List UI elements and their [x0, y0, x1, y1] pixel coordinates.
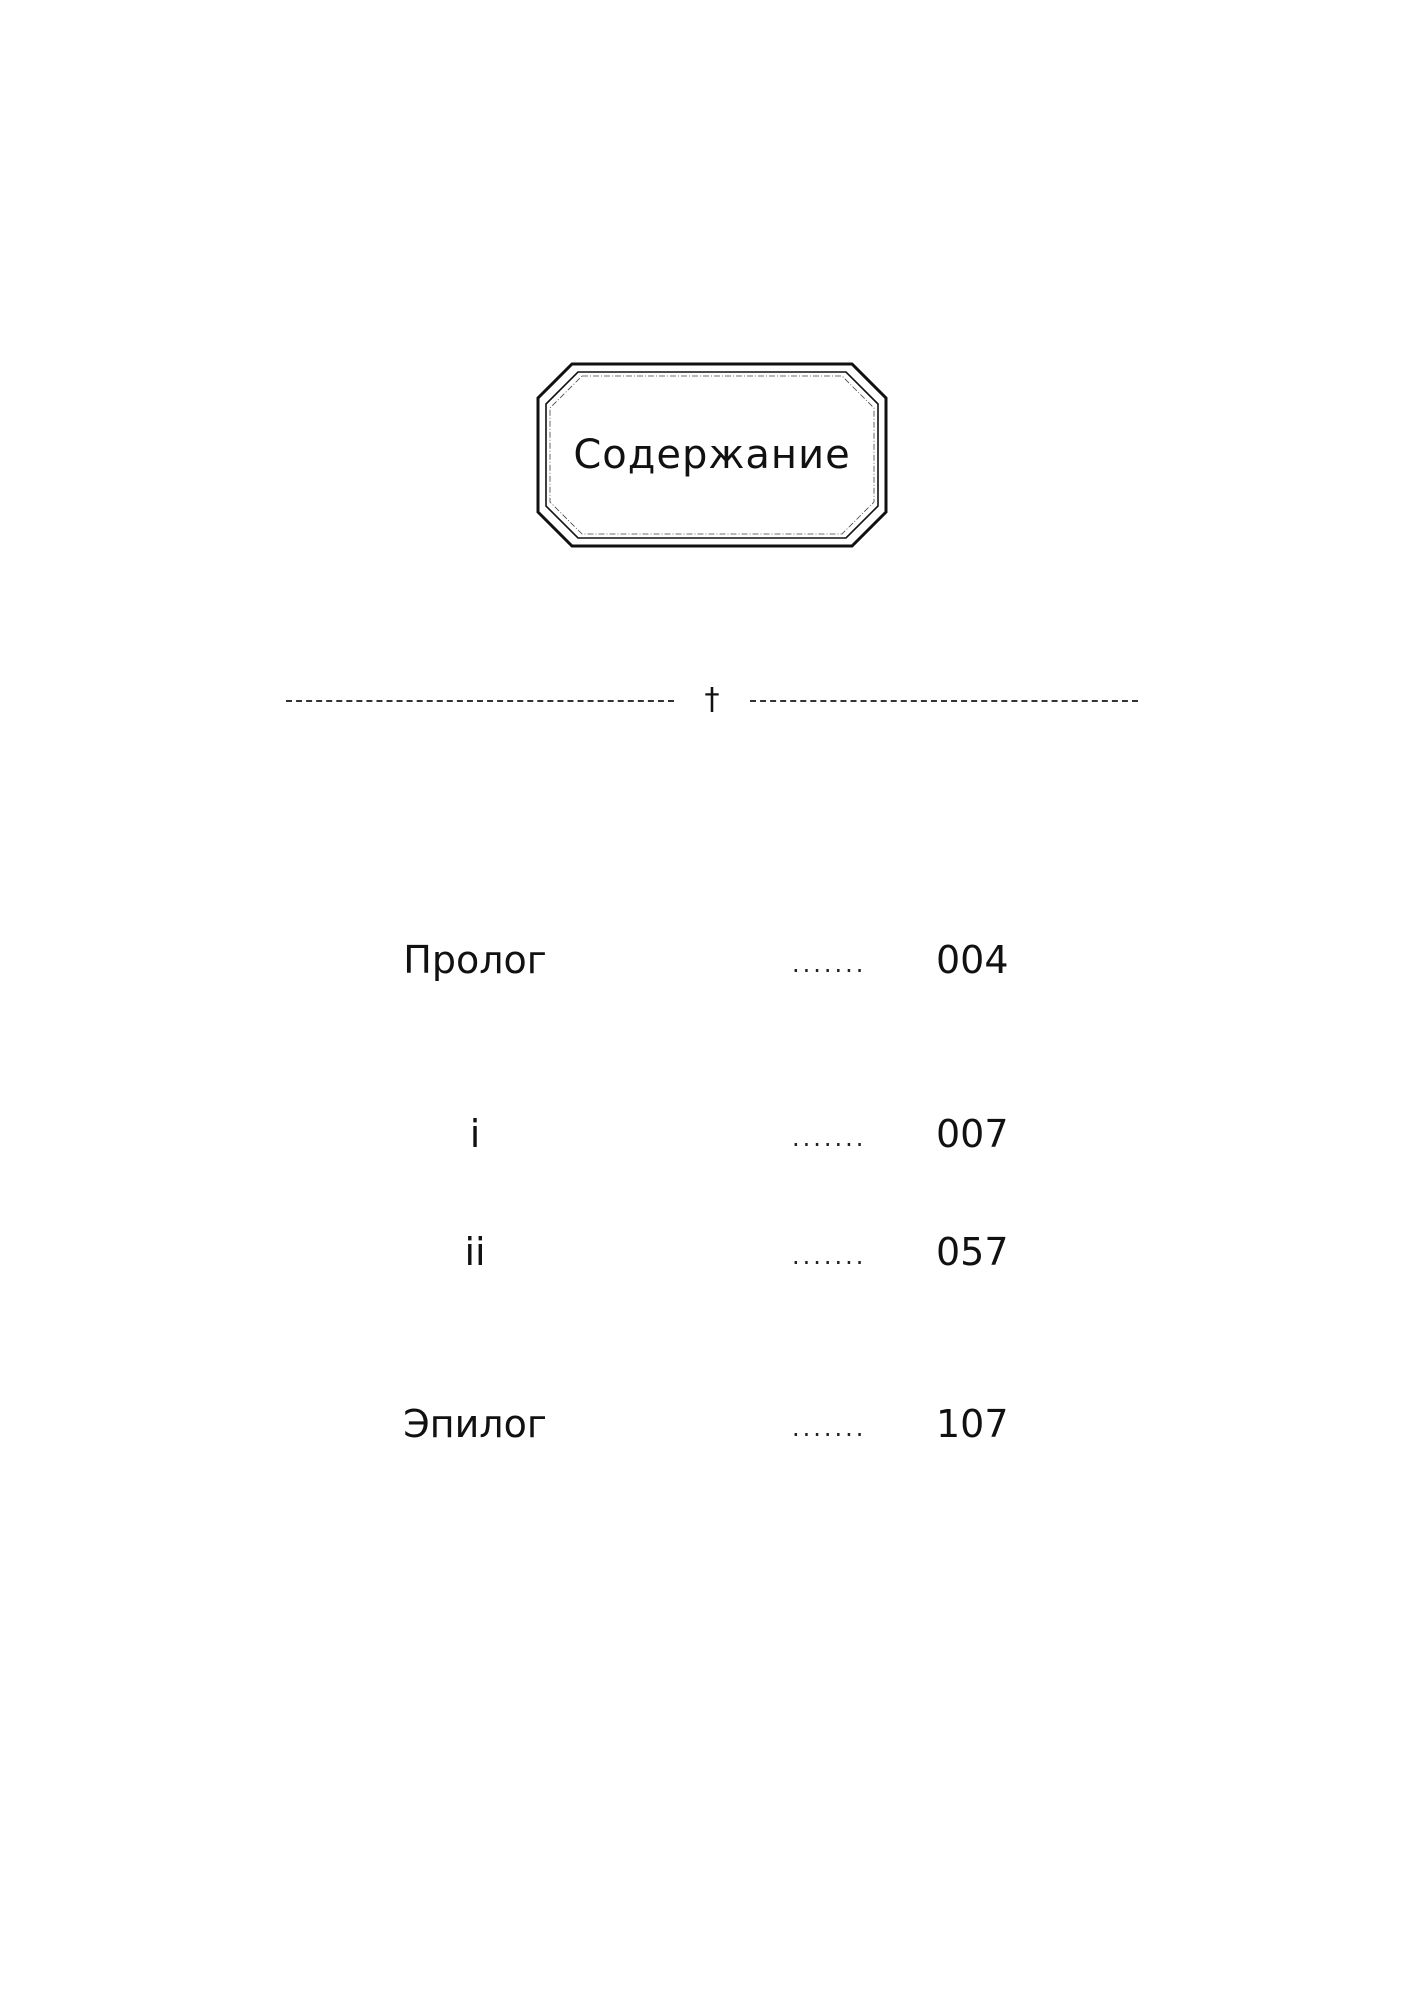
- toc-entry-epilogue[interactable]: [380, 1394, 1040, 1454]
- toc-entry-leader: .......: [792, 950, 867, 978]
- toc-entry-label: ii: [464, 1230, 486, 1274]
- divider-dash-right: [750, 700, 1138, 702]
- title-frame: [536, 362, 888, 548]
- toc-entry-page: 004: [936, 938, 1009, 982]
- toc-entry-label: Эпилог: [403, 1402, 547, 1446]
- toc-entry-page: 107: [936, 1402, 1009, 1446]
- dagger-icon: †: [704, 682, 720, 717]
- toc-entry-chapter-i[interactable]: [380, 1104, 1040, 1164]
- toc-entry-label: Пролог: [403, 938, 547, 982]
- toc-entry-prologue[interactable]: [380, 930, 1040, 990]
- toc-entry-label: i: [469, 1112, 481, 1156]
- section-divider: [286, 682, 1138, 722]
- toc-entry-leader: .......: [792, 1124, 867, 1152]
- page-title: Содержание: [573, 432, 851, 478]
- toc-entry-page: 057: [936, 1230, 1009, 1274]
- divider-dash-left: [286, 700, 674, 702]
- toc-entry-chapter-ii[interactable]: [380, 1222, 1040, 1282]
- toc-entry-leader: .......: [792, 1414, 867, 1442]
- toc-entry-leader: .......: [792, 1242, 867, 1270]
- toc-entry-page: 007: [936, 1112, 1009, 1156]
